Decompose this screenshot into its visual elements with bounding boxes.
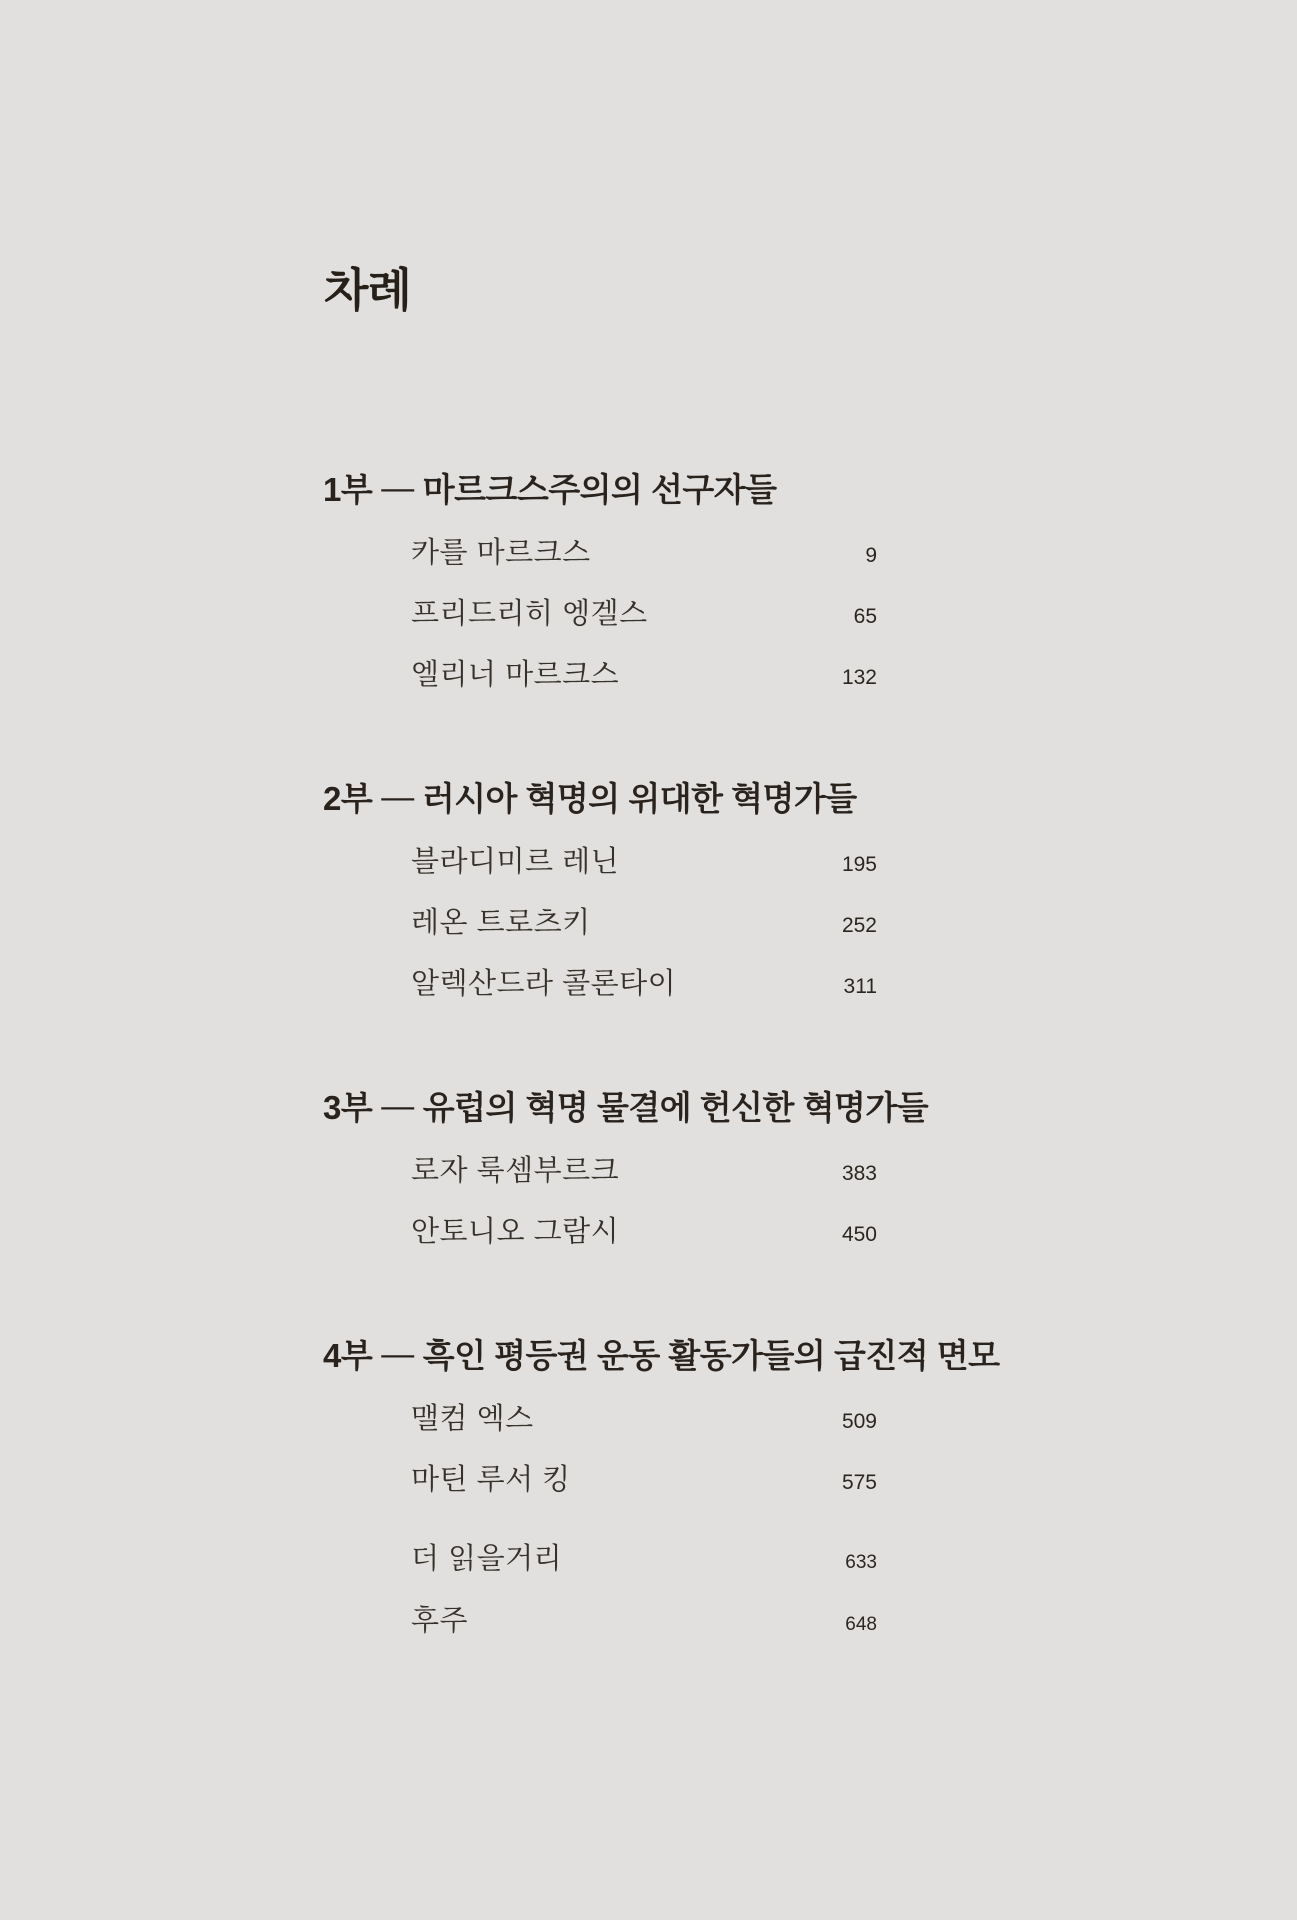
part-dash: — [381,778,414,815]
toc-entry [411,1402,877,1439]
entry-page-number: 509 [841,1410,877,1433]
toc-section-part4 [323,1334,1000,1500]
toc-entry [411,967,877,1004]
toc-entry [411,906,877,943]
part-label: 2부 [323,780,373,817]
section-header [323,777,877,821]
entry-page-number: 195 [841,853,877,876]
part-label: 4부 [323,1337,373,1374]
toc-section-part2 [323,777,877,1004]
section-entries [411,1402,877,1500]
entry-name: 안토니오 그람시 [411,1216,620,1248]
entry-name: 맬컴 엑스 [411,1403,534,1435]
section-header [323,1086,929,1130]
part-title: 러시아 혁명의 위대한 혁명가들 [422,780,857,817]
entry-name: 로자 룩셈부르크 [411,1155,620,1187]
section-header [323,468,877,512]
entry-page-number: 633 [845,1552,877,1573]
entry-page-number: 450 [841,1223,877,1246]
entry-page-number: 648 [845,1614,877,1635]
toc-entry [411,845,877,882]
entry-name: 알렉산드라 콜론타이 [411,968,677,1000]
toc-section-part1 [323,468,877,695]
part-label: 3부 [323,1089,373,1126]
entry-name: 프리드리히 엥겔스 [411,598,648,630]
entry-page-number: 132 [841,666,877,689]
toc-entry [411,1463,877,1500]
part-dash: — [381,469,414,506]
part-title: 마르크스주의의 선구자들 [422,471,777,508]
part-dash: — [381,1087,414,1124]
entry-name: 마틴 루서 킹 [411,1464,571,1496]
entry-name: 후주 [411,1605,469,1637]
part-title: 흑인 평등권 운동 활동가들의 급진적 면모 [422,1337,1000,1374]
toc-entry [411,1215,877,1252]
entry-name: 더 읽을거리 [411,1543,563,1575]
part-title: 유럽의 혁명 물결에 헌신한 혁명가들 [422,1089,929,1126]
part-dash: — [381,1335,414,1372]
entry-name: 카를 마르크스 [411,537,591,569]
entry-page-number: 65 [853,605,877,628]
entry-page-number: 383 [841,1162,877,1185]
toc-back-matter [411,1542,877,1642]
toc-entry [411,658,877,695]
toc-section-part3 [323,1086,929,1252]
entry-page-number: 252 [841,914,877,937]
table-of-contents [323,468,1000,1642]
page-title: 차례 [324,264,411,316]
toc-entry [411,1154,877,1191]
entry-page-number: 9 [865,544,877,567]
entry-name: 엘리너 마르크스 [411,659,620,691]
part-label: 1부 [323,471,373,508]
section-entries [411,1154,877,1252]
toc-entry [411,597,877,634]
entry-page-number: 575 [841,1471,877,1494]
toc-entry [411,536,877,573]
toc-entry [411,1542,877,1580]
entry-name: 블라디미르 레닌 [411,846,620,878]
section-entries [411,845,877,1004]
entry-name: 레온 트로츠키 [411,907,591,939]
toc-entry [411,1604,877,1642]
section-entries [411,536,877,695]
entry-page-number: 311 [843,975,877,998]
section-header [323,1334,1000,1378]
